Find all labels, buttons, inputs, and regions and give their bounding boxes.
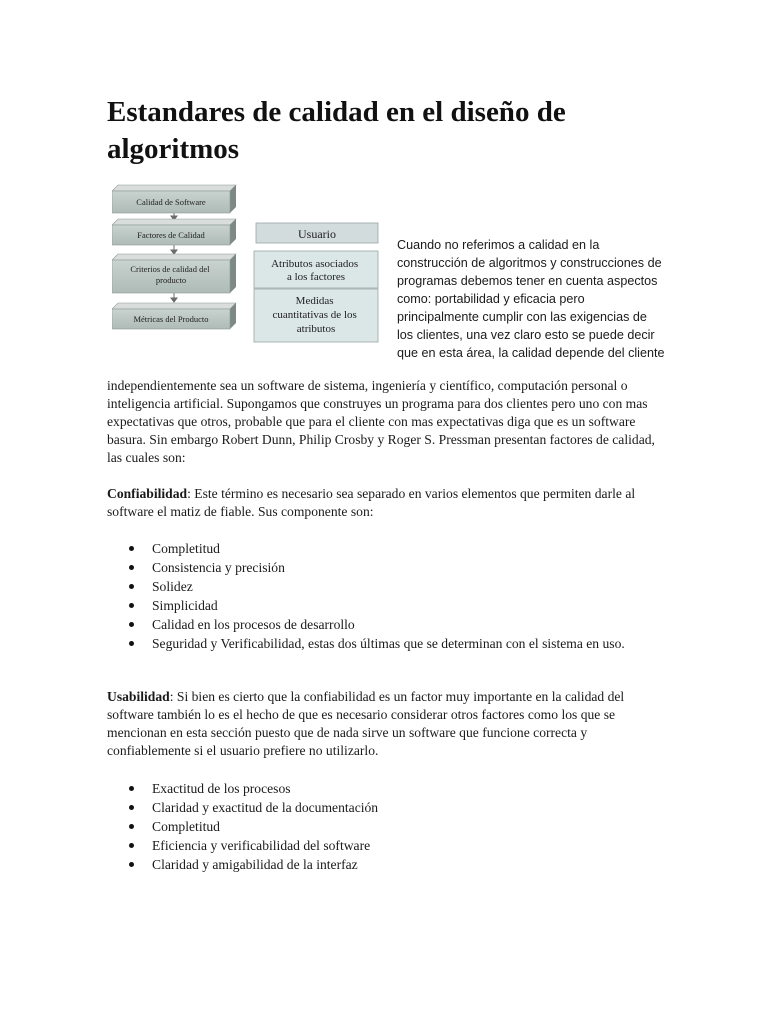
list-item: Completitud bbox=[107, 817, 667, 836]
diagram-box-criterios-calidad bbox=[112, 254, 236, 293]
list-item: Solidez bbox=[107, 577, 667, 596]
diagram-label: Usuario bbox=[298, 227, 336, 241]
diagram-box-atributos bbox=[254, 251, 378, 288]
diagram-label: Métricas del Producto bbox=[133, 314, 209, 324]
diagram-box-calidad-software bbox=[112, 185, 236, 213]
usabilidad-list bbox=[107, 779, 667, 874]
confiabilidad-term: Confiabilidad bbox=[107, 486, 188, 501]
quality-diagram bbox=[112, 183, 382, 348]
svg-text:Criterios de calidad del: Criterios de calidad del producto bbox=[130, 264, 210, 285]
diagram-label: Factores de Calidad bbox=[137, 230, 205, 240]
list-item: Eficiencia y verificabilidad del software bbox=[107, 836, 667, 855]
usabilidad-paragraph bbox=[107, 688, 667, 760]
quality-diagram-svg bbox=[112, 183, 382, 348]
svg-text:Atributos asociados: Atributos asociados a los factores bbox=[271, 258, 359, 283]
diagram-box-medidas bbox=[254, 289, 378, 342]
confiabilidad-list bbox=[107, 539, 667, 653]
list-item: Seguridad y Verificabilidad, estas dos últimas que se determinan con el sistema en uso. bbox=[107, 634, 667, 653]
confiabilidad-text: : Este término es necesario sea separado en varios elementos que permiten darle al software el matiz de fiable. Sus componente son: bbox=[107, 486, 636, 519]
usabilidad-text: : Si bien es cierto que la confiabilidad es un factor muy importante en la calidad del software también lo es el hecho de que es necesario considerar otros factores como los que se mencionan en esta sección puesto que de nada sirve un software que funcione correcta y confiablemente si el usuario prefiere no utilizarlo. bbox=[107, 689, 625, 758]
diagram-box-factores-calidad bbox=[112, 219, 236, 245]
list-item: Claridad y amigabilidad de la interfaz bbox=[107, 855, 667, 874]
diagram-box-usuario bbox=[256, 223, 378, 243]
list-item: Completitud bbox=[107, 539, 667, 558]
confiabilidad-paragraph bbox=[107, 485, 667, 521]
intro-paragraph-float: Cuando no referimos a calidad en la construcción de algoritmos y construcciones de programas debemos tener en cuenta aspectos como: portabilidad y eficacia pero principalmente cumplir con las exigencias de los clientes, una vez claro esto se puede decir que en esta área, la calidad depende del cliente bbox=[397, 238, 665, 360]
list-item: Exactitud de los procesos bbox=[107, 779, 667, 798]
diagram-box-metricas-producto bbox=[112, 303, 236, 329]
diagram-label: Calidad de Software bbox=[136, 197, 206, 207]
list-item: Simplicidad bbox=[107, 596, 667, 615]
list-item: Claridad y exactitud de la documentación bbox=[107, 798, 667, 817]
usabilidad-term: Usabilidad bbox=[107, 689, 170, 704]
page-title: Estandares de calidad en el diseño de algoritmos bbox=[107, 96, 566, 165]
intro-paragraph-rest: independientemente sea un software de sistema, ingeniería y científico, computación personal o inteligencia artificial. Supongamos que construyes un programa para dos clientes pero uno con mas expectativas que otros, probable que para el cliente con mas expectativas diga que es un software basura. Sin embargo Robert Dunn, Philip Crosby y Roger S. Pressman presentan factores de calidad, las cuales son: bbox=[107, 378, 655, 465]
list-item: Consistencia y precisión bbox=[107, 558, 667, 577]
svg-text:Medidas cuantitativa: Medidas cuantitativas de los atributos bbox=[272, 295, 357, 335]
list-item: Calidad en los procesos de desarrollo bbox=[107, 615, 667, 634]
